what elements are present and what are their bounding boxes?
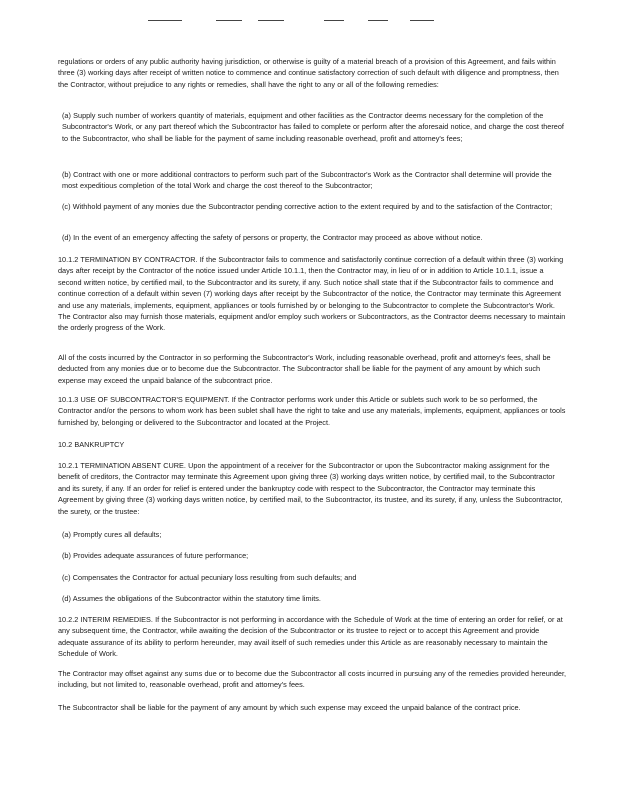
paragraph-remedy-b: (b) Contract with one or more additional contractors to perform such part of the Subcontractor's Work as the Contractor shall determine will provide the most expeditious completion of the total Work and charge the cost thereof to the Subcontractor;	[62, 170, 552, 191]
paragraph-costs: All of the costs incurred by the Contractor in so performing the Subcontractor's Work, including reasonable overhead, profit and attorney's fees, shall be deducted from any monies due or to become due the Subcontractor. The Subcontractor shall be liable for the payment of any amount by which such expense may exceed the unpaid balance of the subcontract price.	[58, 353, 551, 385]
paragraph-10-2-1: 10.2.1 TERMINATION ABSENT CURE. Upon the appointment of a receiver for the Subcontractor or upon the Subcontractor making assignment for the benefit of creditors, the Contractor may terminate this Agreement upon giving three (3) working days written notice, by certified mail, to the Subcontractor and its surety, if any. If an order for relief is entered under the bankruptcy code with respect to the Subcontractor, the Contractor may terminate this Agreement by giving three (3) working days written notice, by certified mail, to the Subcontractor, its trustee, and its surety, if any, unless the Subcontractor, the surety, or the trustee:	[58, 461, 563, 516]
paragraph-bankruptcy-b: (b) Provides adequate assurances of future performance;	[62, 551, 249, 560]
paragraph-bankruptcy-c: (c) Compensates the Contractor for actual pecuniary loss resulting from such defaults; and	[62, 573, 357, 582]
paragraph-liability: The Subcontractor shall be liable for the payment of any amount by which such expense may exceed the unpaid balance of the contract price.	[58, 703, 521, 712]
header-rules	[148, 20, 448, 22]
paragraph-10-1-3: 10.1.3 USE OF SUBCONTRACTOR'S EQUIPMENT. If the Contractor performs work under this Article or sublets such work to be so performed, the Contractor and/or the persons to whom work has been sublet shall have the right to take and use any materials, implements, equipment, appliances or tools furnished by, belonging or delivered to the Subcontractor and located at the Project.	[58, 395, 566, 427]
paragraph-10-2-2: 10.2.2 INTERIM REMEDIES. If the Subcontractor is not performing in accordance with the Schedule of Work at the time of entering an order for relief, or at any subsequent time, the Contractor, while awaiting the decision of the Subcontractor or its trustee to reject or to accept this Agreement and provide adequate assurance of its ability to perform hereunder, may avail itself of such remedies under this Article as are reasonably necessary to maintain the Schedule of Work.	[58, 615, 563, 659]
paragraph-bankruptcy-a: (a) Promptly cures all defaults;	[62, 530, 162, 539]
paragraph-offset: The Contractor may offset against any sums due or to become due the Subcontractor all costs incurred in pursuing any of the remedies provided hereunder, including, but not limited to, reasonable overhead, profit and attorney's fees.	[58, 669, 567, 690]
header-rule	[216, 20, 242, 21]
paragraph-10-1-2: 10.1.2 TERMINATION BY CONTRACTOR. If the Subcontractor fails to commence and satisfactorily continue correction of a default within three (3) working days after receipt by the Contractor of the notice issued under Article 10.1.1, then the Contractor may, in lieu of or in addition to Article 10.1.1, issue a second written notice, by certified mail, to the Subcontractor and its surety, if any. Such notice shall state that if the Subcontractor fails to commence and continue correction of a default within seven (7) working days after receipt by the Subcontractor of the notice, the Contractor may terminate this Agreement and use any materials, implements, equipment, appliances or tools furnished by or belonging to the Subcontractor to complete the Subcontractor's Work. The Contractor also may furnish those materials, equipment and/or employ such workers or Subcontractors, as the Contractor deems necessary to maintain the orderly progress of the Work.	[58, 255, 566, 333]
header-rule	[148, 20, 182, 21]
paragraph-intro: regulations or orders of any public authority having jurisdiction, or otherwise is guilty of a material breach of a provision of this Agreement, and fails within three (3) working days after receipt of written notice to commence and continue satisfactory correction of such default with diligence and promptness, then the Contractor, without prejudice to any rights or remedies, shall have the right to any or all of the following remedies:	[58, 57, 559, 89]
paragraph-remedy-c: (c) Withhold payment of any monies due the Subcontractor pending corrective action to the extent required by and to the satisfaction of the Contractor;	[62, 202, 553, 211]
paragraph-remedy-d: (d) In the event of an emergency affecting the safety of persons or property, the Contractor may proceed as above without notice.	[62, 233, 483, 242]
header-rule	[368, 20, 388, 21]
header-rule	[410, 20, 434, 21]
header-rule	[258, 20, 284, 21]
paragraph-remedy-a: (a) Supply such number of workers quantity of materials, equipment and other facilities as the Contractor deems necessary for the completion of the Subcontractor's Work, or any part thereof which the Subcontractor has failed to complete or perform after the aforesaid notice, and charge the cost thereof to the Subcontractor, who shall be liable for the payment of same including reasonable overhead, profit and attorney's fees;	[62, 111, 564, 143]
paragraph-bankruptcy-d: (d) Assumes the obligations of the Subcontractor within the statutory time limits.	[62, 594, 321, 603]
header-rule	[324, 20, 344, 21]
section-heading-bankruptcy: 10.2 BANKRUPTCY	[58, 440, 125, 449]
